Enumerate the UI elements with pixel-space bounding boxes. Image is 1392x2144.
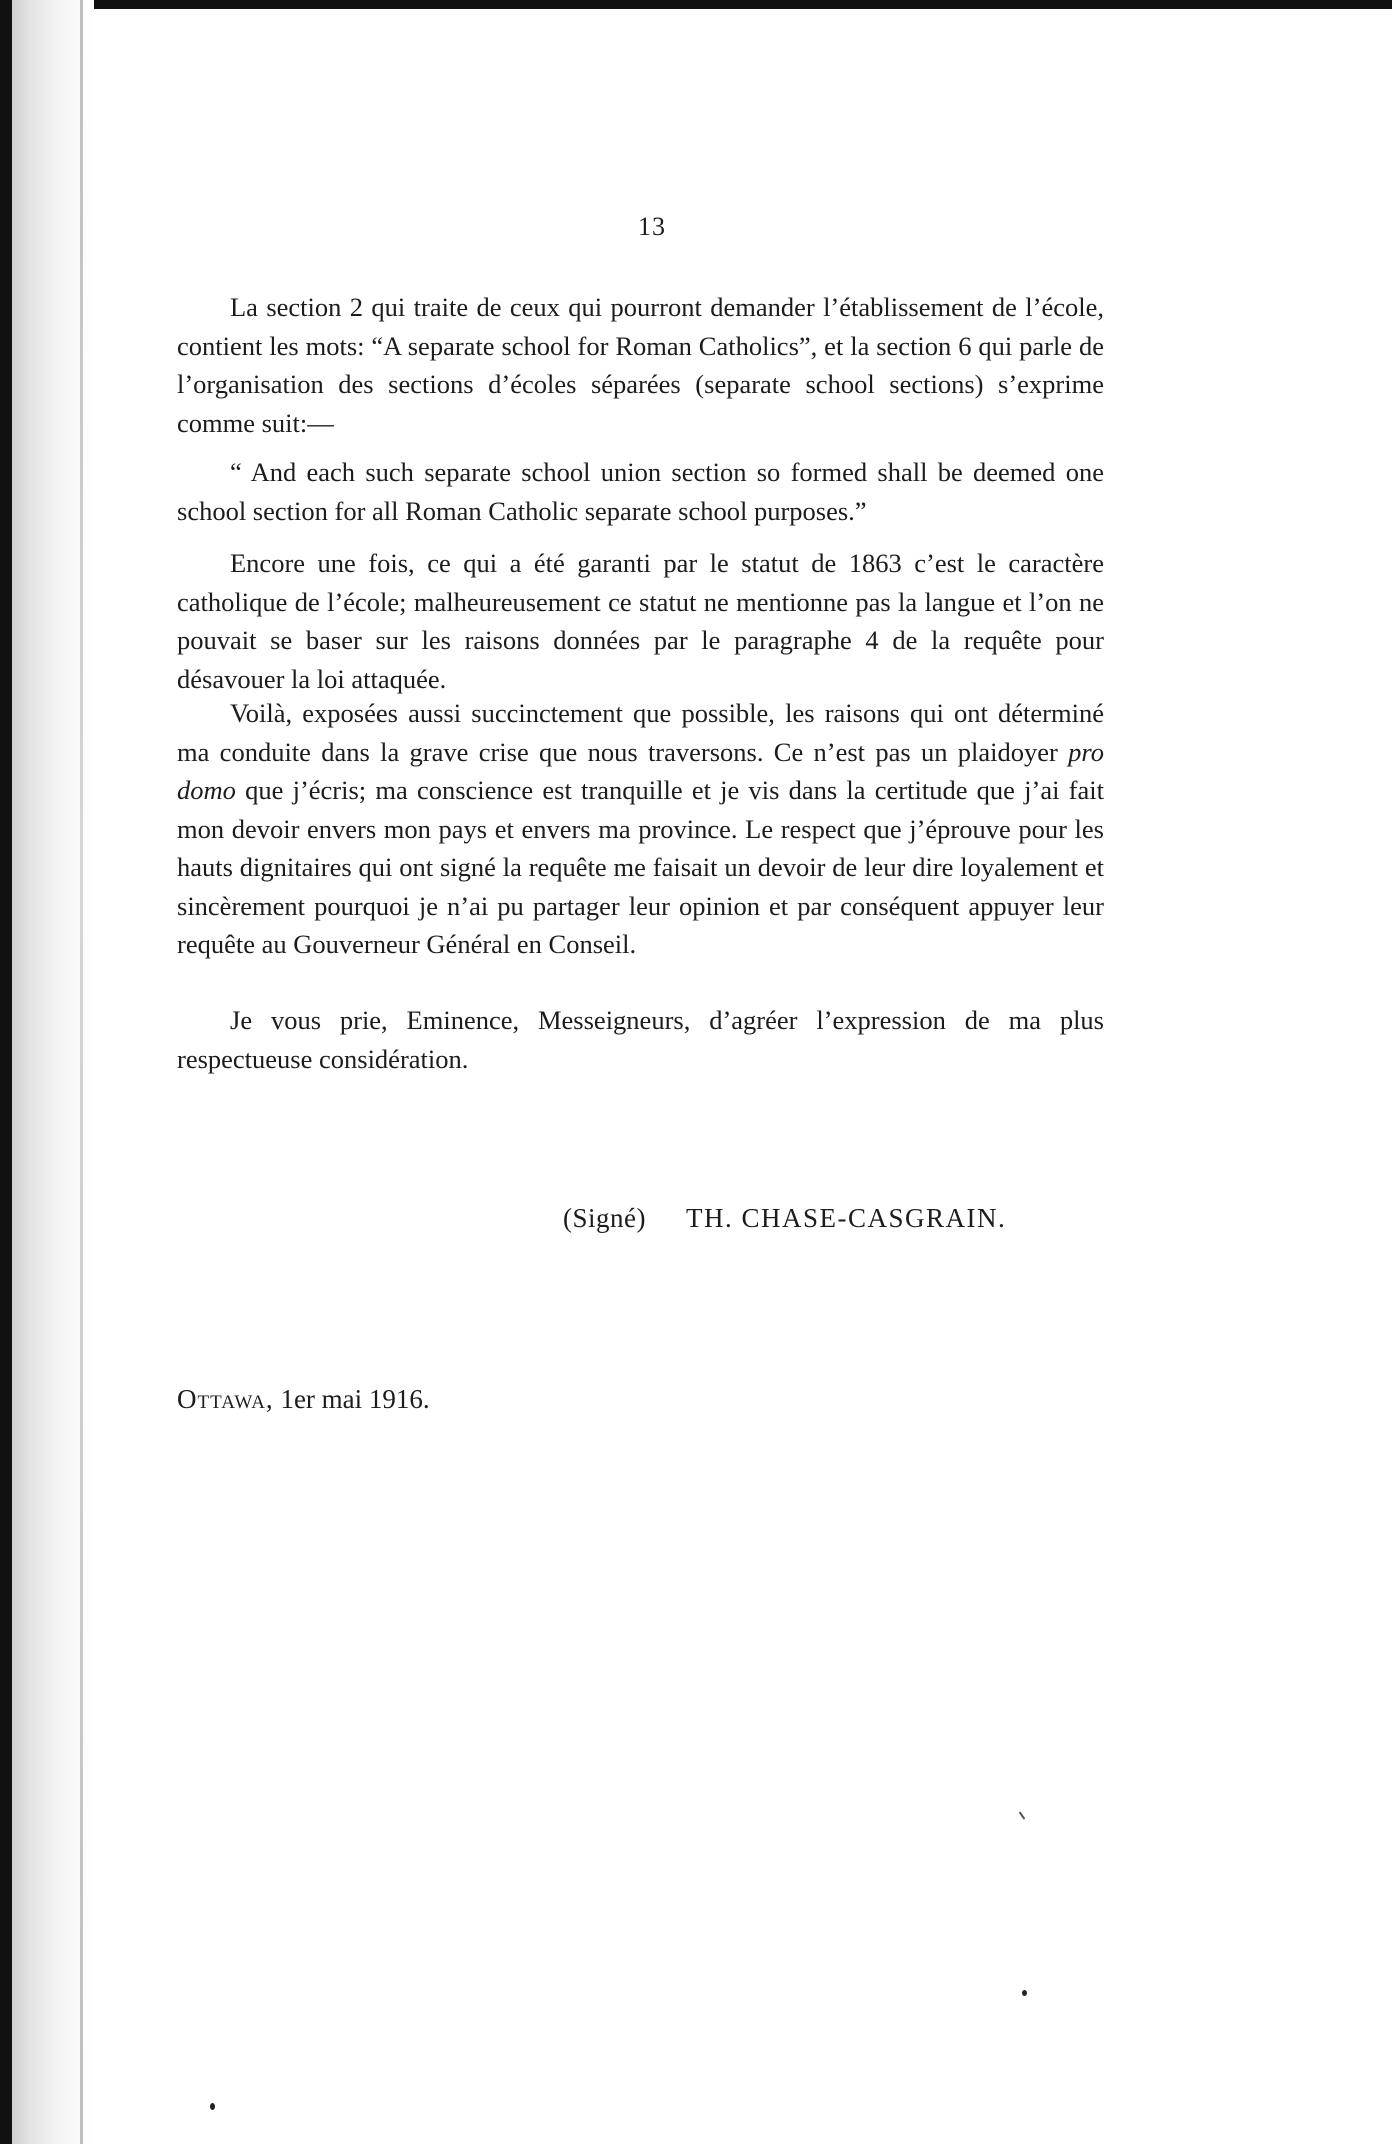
dateline-place: Ottawa, <box>177 1384 274 1414</box>
signatory-name: TH. CHASE-CASGRAIN. <box>685 1203 1007 1233</box>
latin-phrase: pro domo <box>177 736 1104 805</box>
quoted-passage: “ And each such separate school union section so formed shall be deemed one school section for all Roman Catholic separate school purposes.” <box>177 457 1104 526</box>
closing-paragraph: Je vous prie, Eminence, Messeigneurs, d’agréer l’expression de ma plus respectueuse considération. <box>177 1005 1104 1074</box>
scan-top-edge <box>0 0 1392 9</box>
scan-speck <box>210 2103 215 2110</box>
paragraph-voila-text-b: que j’écris; ma conscience est tranquille et je vis dans la certitude que j’ai fait mon devoir envers mon pays et envers ma province. Le respect que j’éprouve pour les hauts dignitaires qui ont signé la requête me faisait un devoir de leur dire loyalement et sincèrement pourquoi je n’ai pu partager leur opinion et par conséquent appuyer leur requête au Gouverneur Général en Conseil. <box>177 775 1104 959</box>
paragraph-encore: Encore une fois, ce qui a été garanti par le statut de 1863 c’est le caractère catholique de l’école; malheureusement ce statut ne mentionne pas la langue et l’on ne pouvait se baser sur les raisons données par le paragraphe 4 de la requête pour désavouer la loi attaquée. <box>177 548 1104 694</box>
scan-left-edge <box>0 0 12 2144</box>
signature-prefix: (Signé) <box>563 1203 646 1233</box>
paragraph-section-2: La section 2 qui traite de ceux qui pourront demander l’établissement de l’école, contient les mots: “A separate school for Roman Catholics”, et la section 6 qui parle de l’organisation des sections d’écoles séparées (separate school sections) s’exprime comme suit:— <box>177 292 1104 438</box>
paragraph-voila <box>177 694 1104 964</box>
dateline-date: 1er mai 1916. <box>280 1384 430 1414</box>
signature-line <box>563 1203 1006 1234</box>
scan-speck <box>1019 1811 1026 1820</box>
scan-gutter-line <box>80 0 83 2144</box>
dateline <box>177 1384 430 1415</box>
page-number: 13 <box>638 212 666 241</box>
scan-speck <box>1022 1990 1027 1996</box>
paragraph-voila-text-a: Voilà, exposées aussi succinctement que possible, les raisons qui ont déterminé ma conduite dans la grave crise que nous traversons. Ce n’est pas un plaidoyer <box>177 698 1104 767</box>
